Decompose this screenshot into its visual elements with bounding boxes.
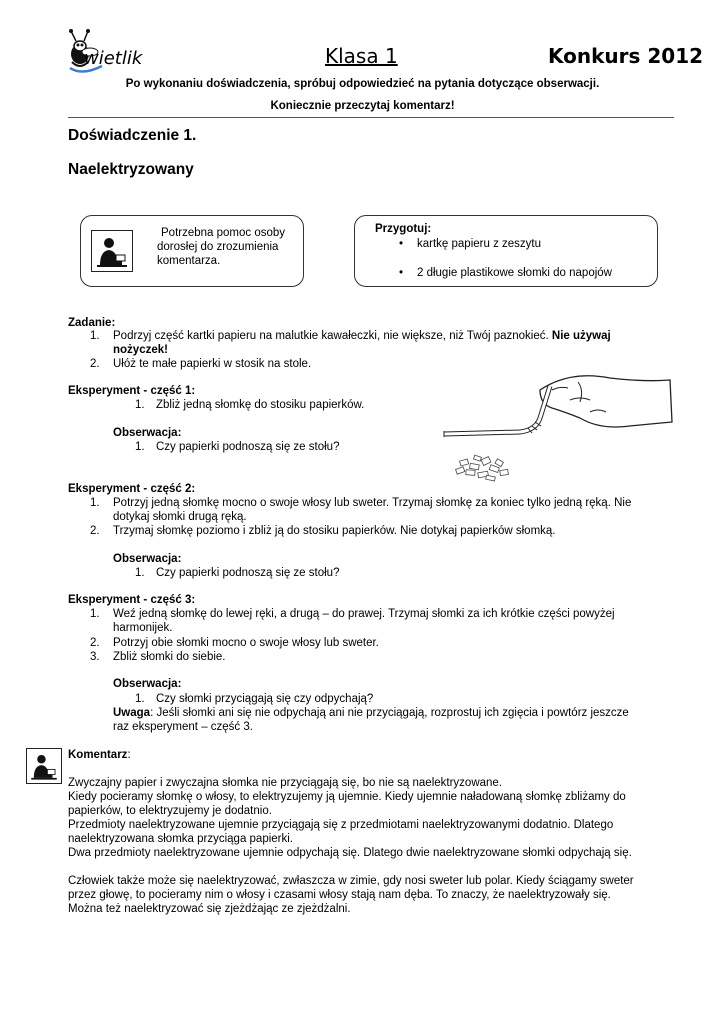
task-step-2: Ułóż te małe papierki w stosik na stole.: [113, 358, 312, 370]
part3-note: [113, 706, 673, 720]
adult-help-box: [80, 215, 304, 287]
prepare-title: Przygotuj:: [375, 223, 432, 235]
part2-step-1-num: 1.: [90, 497, 100, 509]
logo-text: wietlik: [84, 48, 143, 69]
part1-obs-title: Obserwacja:: [113, 427, 182, 439]
part3-obs-num: 1.: [135, 693, 145, 705]
part2-obs-num: 1.: [135, 567, 145, 579]
task-step-1: [113, 329, 673, 343]
part2-obs-1: Czy papierki podnoszą się ze stołu?: [156, 567, 340, 579]
help-line-1: Potrzebna pomoc osoby: [161, 227, 286, 239]
part2-step-2: Trzymaj słomkę poziomo i zbliż ją do stosiku papierków. Nie dotykaj papierków słomką.: [113, 525, 556, 537]
part3-obs-title: Obserwacja:: [113, 678, 182, 690]
task-step-1-text: Podrzyj część kartki papieru na malutkie kawałeczki, nie większe, niż Twój paznokieć.: [113, 330, 549, 342]
instruction-line-2: Koniecznie przeczytaj komentarz!: [270, 100, 455, 112]
prepare-item-1: • kartkę papieru z zeszytu: [395, 237, 697, 251]
part1-obs-num: 1.: [135, 441, 145, 453]
comment-title: Komentarz: [68, 749, 128, 761]
part1-obs-1: Czy papierki podnoszą się ze stołu?: [156, 441, 340, 453]
part3-title: Eksperyment - część 3:: [68, 594, 196, 606]
part1-step-1: Zbliż jedną słomkę do stosiku papierków.: [156, 399, 365, 411]
part3-step-3: Zbliż słomki do siebie.: [113, 651, 226, 663]
part2-obs-title: Obserwacja:: [113, 553, 182, 565]
reading-person-icon: [91, 230, 133, 272]
comment-line-7: Człowiek także może się naelektryzować, zwłaszcza w zimie, gdy nosi sweter lub polar. Kiedy ściągamy sweter: [68, 875, 634, 887]
part1-title: Eksperyment - część 1:: [68, 385, 196, 397]
class-title: Klasa 1: [325, 44, 398, 68]
prepare-box: [354, 215, 658, 287]
task-step-1-num: 1.: [90, 330, 100, 342]
part3-note-label: Uwaga: [113, 707, 151, 719]
comment-reading-icon: [26, 748, 62, 784]
part2-title: Eksperyment - część 2:: [68, 483, 196, 495]
comment-heading: [68, 748, 131, 762]
comment-line-5: naelektryzowana słomka przyciąga papierki.: [68, 833, 293, 845]
part3-obs-1: Czy słomki przyciągają się czy odpychają?: [156, 693, 374, 705]
part3-step-1: Weź jedną słomkę do lewej ręki, a drugą – do prawej. Trzymaj słomki za ich krótkie części powyżej: [113, 608, 615, 620]
part3-step-1-cont: harmonijek.: [113, 622, 173, 634]
comment-line-8: przez głowę, to pocieramy nim o włosy i czasami włosy stają nam dęba. To znaczy, że naelektryzowały się.: [68, 889, 611, 901]
comment-line-4: Przedmioty naelektryzowane ujemnie przyciągają się z przedmiotami naelektryzowanymi dodatnio. Dlatego: [68, 819, 614, 831]
comment-line-9: Można też naelektryzować się zjeżdżając ze zjeżdżalni.: [68, 903, 351, 915]
part3-step-2: Potrzyj obie słomki mocno o swoje włosy lub sweter.: [113, 637, 379, 649]
contest-title: Konkurs 2012: [548, 44, 704, 68]
help-line-2: dorosłej do zrozumienia: [157, 241, 279, 253]
comment-colon: :: [127, 749, 131, 761]
part2-step-1: Potrzyj jedną słomkę mocno o swoje włosy lub sweter. Trzymaj słomkę za koniec tylko jedną ręką. Nie: [113, 497, 632, 509]
instruction-line-1: Po wykonaniu doświadczenia, spróbuj odpowiedzieć na pytania dotyczące obserwacji.: [125, 78, 600, 90]
task-step-1-warning-cont: nożyczek!: [113, 344, 168, 356]
comment-line-6: Dwa przedmioty naelektryzowane ujemnie odpychają się. Dlatego dwie naelektryzowane słomki odpychają się.: [68, 847, 632, 859]
header-divider: [68, 117, 674, 118]
part3-step-1-num: 1.: [90, 608, 100, 620]
help-line-3: komentarza.: [157, 255, 221, 267]
part3-note-cont: raz eksperyment – część 3.: [113, 721, 253, 733]
comment-line-2: Kiedy pocieramy słomkę o włosy, to elektryzujemy ją ujemnie. Kiedy ujemnie naładowaną słomkę zbliżamy do: [68, 791, 626, 803]
task-step-2-num: 2.: [90, 358, 100, 370]
part3-step-3-num: 3.: [90, 651, 100, 663]
comment-line-1: Zwyczajny papier i zwyczajna słomka nie przyciągają się, bo nie są naelektryzowane.: [68, 777, 503, 789]
part1-step-num: 1.: [135, 399, 145, 411]
prepare-item-2: • 2 długie plastikowe słomki do napojów: [395, 266, 697, 280]
experiment-number: Doświadczenie 1.: [68, 127, 197, 144]
hand-straw-illustration: [440, 360, 680, 490]
part2-step-2-num: 2.: [90, 525, 100, 537]
part3-step-2-num: 2.: [90, 637, 100, 649]
part3-note-text: : Jeśli słomki ani się nie odpychają ani nie przyciągają, rozprostuj ich zgięcia i powtórz jeszcze: [150, 707, 629, 719]
task-title: Zadanie:: [68, 317, 116, 329]
comment-line-3: papierków, to elektryzujemy je dodatnio.: [68, 805, 272, 817]
part2-step-1-cont: dotykaj słomki drugą ręką.: [113, 511, 247, 523]
experiment-name: Naelektryzowany: [68, 161, 194, 178]
task-step-1-warning: Nie używaj: [551, 330, 611, 342]
